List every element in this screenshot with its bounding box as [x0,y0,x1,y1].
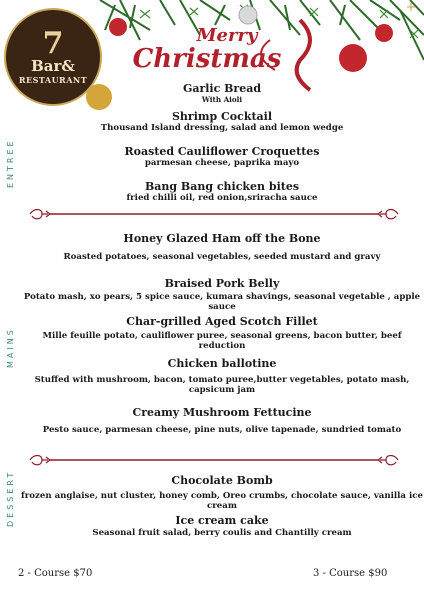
dish-name: Ice cream cake [175,514,269,527]
menu-item [20,110,424,133]
dish-description: Stuffed with mushroom, bacon, tomato puree,butter vegetables, potato mash, capsicum jam [34,375,410,395]
dish-description: Thousand Island dressing, salad and lemon wedge [100,123,344,133]
ornament-red-icon [109,18,127,36]
section-label-entree: ENTREE [6,138,15,188]
ornament-red-large-icon [339,44,367,72]
dish-name: Honey Glazed Ham off the Bone [123,232,321,245]
menu-item [20,277,424,312]
dish-description: Roasted potatoes, seasonal vegetables, seeded mustard and gravy [63,252,381,262]
dish-description: Pesto sauce, parmesan cheese, pine nuts, olive tapenade, sundried tomato [42,425,402,435]
dish-description: fried chilli oil, red onion,sriracha sauce [126,193,318,203]
logo-subtitle: RESTAURANT [18,74,88,85]
menu-item [20,514,424,538]
dish-description: frozen anglaise, nut cluster, honey comb, Oreo crumbs, chocolate sauce, vanilla ice cream [21,491,423,511]
ornamental-divider [28,206,400,222]
dish-description: parmesan cheese, paprika mayo [144,158,300,168]
dish-description: With Aioli [201,95,243,104]
menu-item [20,82,424,104]
dish-name: Shrimp Cocktail [171,110,273,123]
ornament-red-small-icon [375,24,393,42]
menu-item [20,357,424,395]
merry-christmas-title [132,26,282,72]
dish-name: Chocolate Bomb [171,474,273,487]
dish-name: Bang Bang chicken bites [144,180,300,193]
dish-name: Roasted Cauliflower Croquettes [124,145,320,158]
dish-name: Braised Pork Belly [164,277,280,290]
dish-name: Garlic Bread [182,82,262,95]
logo-name: Bar& [31,56,75,75]
menu-item [20,145,424,168]
logo-mark: 7 [42,25,64,61]
menu-item [20,406,424,435]
menu-item [20,315,424,351]
greeting-line-1: Merry [196,25,258,46]
section-label-mains: MAINS [6,327,15,368]
menu-item [20,474,424,511]
greeting-line-2: Christmas [132,44,282,74]
ornament-silver-icon [239,6,257,24]
dish-name: Chicken ballotine [167,357,277,370]
ornamental-divider [28,452,400,468]
dish-description: Seasonal fruit salad, berry coulis and Chantilly cream [92,528,352,538]
dish-description: Potato mash, xo pears, 5 spice sauce, kumara shavings, seasonal vegetable , apple sauce [23,292,421,312]
menu-item [20,180,424,203]
price-two-course: 2 - Course $70 [18,568,93,579]
dish-description: Mille feuille potato, cauliflower puree, seasonal greens, bacon butter, beef reduction [42,331,402,351]
section-label-dessert: DESSERT [6,469,15,527]
price-three-course: 3 - Course $90 [313,568,388,579]
menu-item [20,232,424,262]
ribbon-icon [297,20,310,90]
dish-name: Creamy Mushroom Fettucine [132,406,312,419]
dish-name: Char-grilled Aged Scotch Fillet [126,315,318,328]
